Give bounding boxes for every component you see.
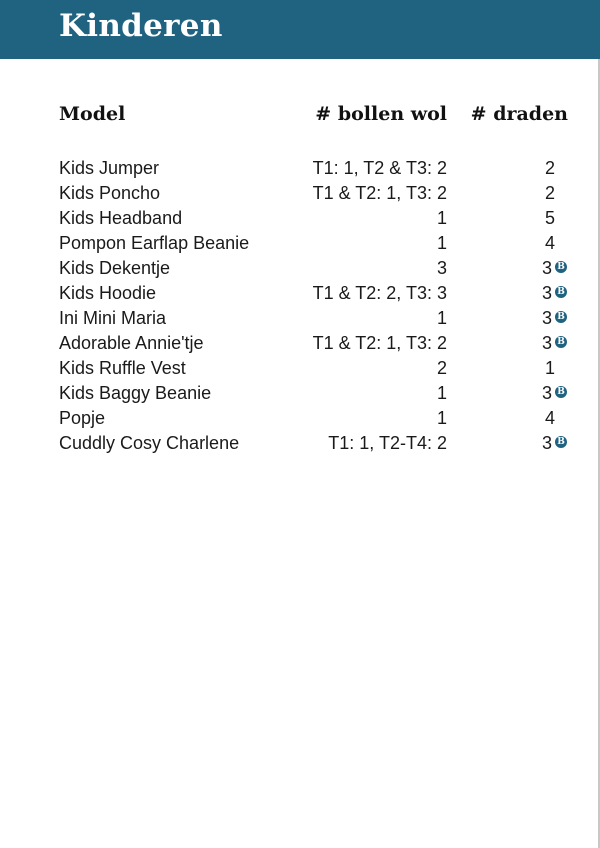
bollen-count: T1 & T2: 1, T3: 2 (312, 183, 447, 203)
model-name: Adorable Annie'tje (59, 333, 204, 353)
table-row (0, 356, 600, 381)
draden-cell (545, 406, 567, 431)
table-row (0, 256, 600, 281)
bollen-count: 1 (436, 308, 447, 328)
bollen-count: T1 & T2: 2, T3: 3 (312, 283, 447, 303)
column-header-model: Model (59, 103, 126, 125)
draden-cell (542, 306, 567, 331)
model-name: Cuddly Cosy Charlene (59, 433, 240, 453)
draden-count: 2 (544, 158, 555, 178)
model-name: Popje (59, 408, 106, 428)
table-row (0, 231, 600, 256)
model-name: Kids Dekentje (59, 258, 171, 278)
bollen-count: 1 (436, 208, 447, 228)
b-badge-icon: B (555, 261, 567, 273)
draden-cell (545, 181, 567, 206)
table-body (0, 156, 600, 456)
bollen-count: 3 (436, 258, 447, 278)
draden-cell (542, 381, 567, 406)
model-name: Ini Mini Maria (59, 308, 167, 328)
draden-count: 3 (541, 308, 552, 328)
draden-count: 5 (544, 208, 555, 228)
model-name: Kids Headband (59, 208, 183, 228)
header-band (0, 0, 600, 59)
draden-count: 4 (544, 408, 555, 428)
draden-cell (542, 256, 567, 281)
page-title: Kinderen (59, 8, 223, 44)
draden-cell (545, 356, 567, 381)
draden-cell (542, 281, 567, 306)
draden-count: 2 (544, 183, 555, 203)
b-badge-icon: B (555, 386, 567, 398)
bollen-count: T1: 1, T2-T4: 2 (328, 433, 447, 453)
draden-count: 3 (541, 258, 552, 278)
draden-count: 3 (541, 383, 552, 403)
draden-count: 1 (544, 358, 555, 378)
table-row (0, 156, 600, 181)
draden-cell (545, 206, 567, 231)
model-name: Kids Baggy Beanie (59, 383, 212, 403)
draden-count: 3 (541, 433, 552, 453)
bollen-count: 2 (436, 358, 447, 378)
column-header-bollen: # bollen wol (315, 103, 447, 125)
b-badge-icon: B (555, 286, 567, 298)
bollen-count: 1 (436, 408, 447, 428)
table-row (0, 281, 600, 306)
table-row (0, 381, 600, 406)
table-row (0, 331, 600, 356)
table-row (0, 181, 600, 206)
model-name: Pompon Earflap Beanie (59, 233, 250, 253)
draden-cell (542, 431, 567, 456)
b-badge-icon: B (555, 311, 567, 323)
draden-cell (545, 231, 567, 256)
model-name: Kids Ruffle Vest (59, 358, 186, 378)
draden-count: 3 (541, 333, 552, 353)
draden-count: 3 (541, 283, 552, 303)
bollen-count: T1 & T2: 1, T3: 2 (312, 333, 447, 353)
bollen-count: 1 (436, 233, 447, 253)
model-name: Kids Hoodie (59, 283, 157, 303)
table-row (0, 406, 600, 431)
draden-cell (542, 331, 567, 356)
model-name: Kids Jumper (59, 158, 160, 178)
bollen-count: 1 (436, 383, 447, 403)
b-badge-icon: B (555, 436, 567, 448)
table-row (0, 431, 600, 456)
model-name: Kids Poncho (59, 183, 161, 203)
draden-cell (545, 156, 567, 181)
table-row (0, 306, 600, 331)
bollen-count: T1: 1, T2 & T3: 2 (312, 158, 447, 178)
draden-count: 4 (544, 233, 555, 253)
column-header-draden: # draden (470, 103, 568, 125)
b-badge-icon: B (555, 336, 567, 348)
table-row (0, 206, 600, 231)
